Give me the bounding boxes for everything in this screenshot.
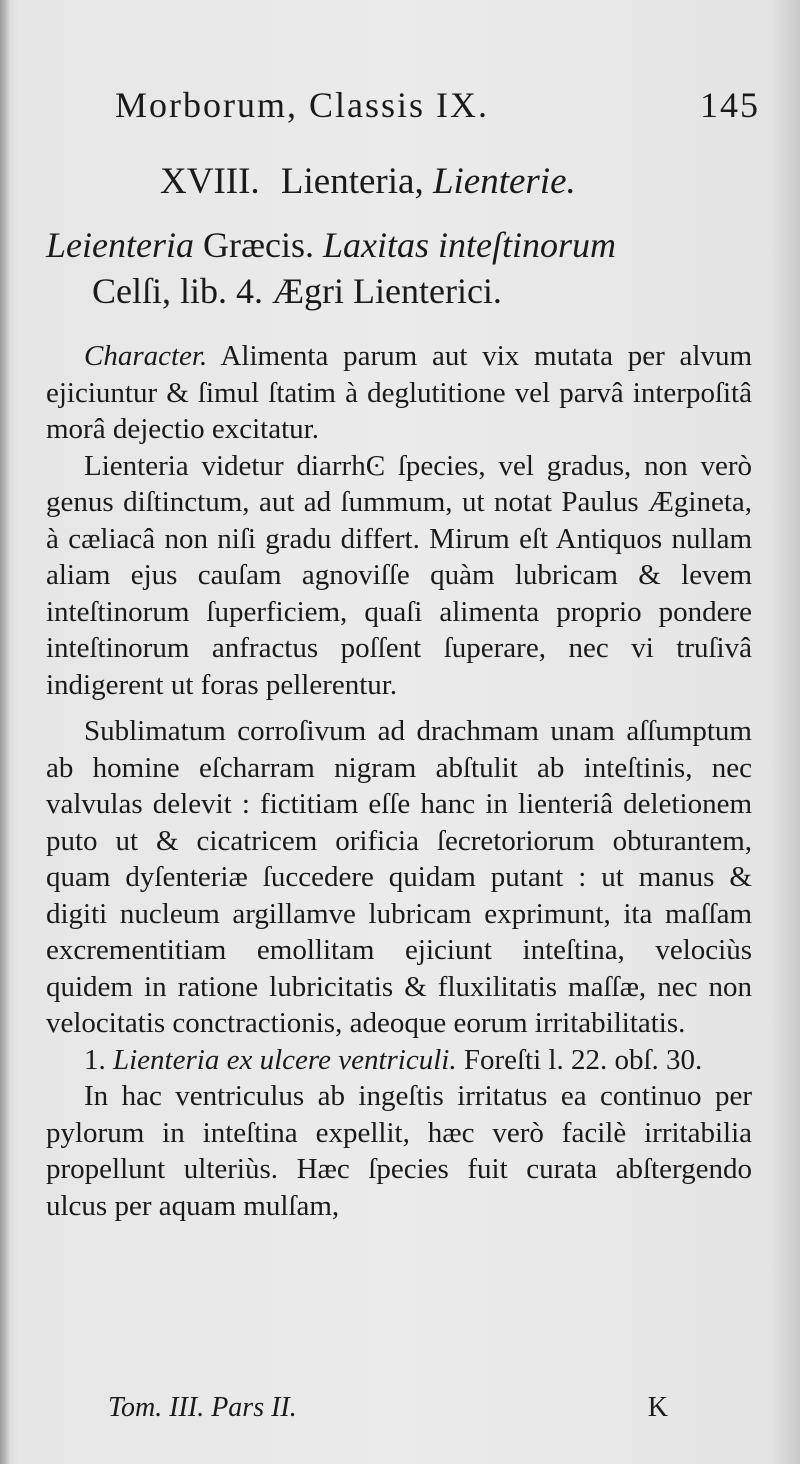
signature-mark: K <box>647 1392 668 1423</box>
entry-latin-name: Lienteria <box>280 161 415 202</box>
entry-french-name: Lienterie. <box>432 161 576 202</box>
page-number: 145 <box>700 85 760 125</box>
celsus-name: Laxitas inteſtinorum <box>322 225 616 265</box>
paragraph-3: In hac ventriculus ab ingeſtis irritatus ea continuo per pylorum in inteſtina expellit, hæc verò facilè irritabilia propellunt ulteriùs. Hæc ſpecies fuit curata abſtergendo ulcus per aquam mulſam, <box>46 1080 752 1222</box>
case-source: Foreſti l. 22. obſ. 30. <box>463 1043 703 1076</box>
greek-source: Græcis. <box>202 225 314 265</box>
character-paragraph <box>46 338 752 448</box>
page-footer <box>108 1392 668 1424</box>
running-head <box>115 84 760 128</box>
character-label: Character. <box>84 340 208 372</box>
patients-name: Ægri Lienterici. <box>272 271 502 311</box>
case-number: 1. <box>84 1043 106 1076</box>
character-text: Alimenta parum aut vix mutata per alvum ejiciuntur & ſimul ſtatim à deglutitione vel parvâ interpoſitâ morâ dejectio excitatur. <box>46 340 753 445</box>
synonyms-block <box>46 222 762 314</box>
running-head-title: Morborum, Classis IX. <box>115 85 489 125</box>
synonyms-line-2 <box>46 268 762 314</box>
paragraph-1: Lienteria videtur diarrhϾ ſpecies, vel gradus, non verò genus diſtinctum, aut ad ſummum, ut notat Paulus Ægineta, à cæliacâ non niſi gradu differt. Mirum eſt Antiquos nullam aliam ejus cauſam agnoviſſe quàm lubricam & levem inteſtinorum ſuperficiem, quaſi alimenta proprio pondere inteſtinorum anfractus poſſent ſuperare, nec vi truſivâ indigerent ut foras pellerentur. <box>46 449 752 701</box>
greek-name: Leienteria <box>46 225 194 265</box>
entry-number: XVIII. <box>160 161 260 202</box>
gutter-shadow <box>0 0 10 1464</box>
case-title: Lienteria ex ulcere ventriculi. <box>113 1043 457 1076</box>
case-heading <box>46 1042 752 1079</box>
synonyms-line-1 <box>46 222 762 268</box>
celsus-ref: Celſi, lib. 4. <box>92 271 263 311</box>
entry-heading: XVIII. Lienteria, Lienterie. <box>160 161 576 202</box>
paragraph-2: Sublimatum corroſivum ad drachmam unam aſſumptum ab homine eſcharram nigram abſtulit ab inteſtinis, nec valvulas delevit : fictitiam eſſe hanc in lienteriâ deletionem puto ut & cicatricem orificia ſecretoriorum obturantem, quam dyſenteriæ ſuccedere quidam putant : ut manus & digiti nucleum argillamve lubricam exprimunt, ita maſſam excrementitiam emollitam ejiciunt inteſtina, velociùs quidem in ratione lubricitatis & fluxilitatis maſſæ, nec non velocitatis conctractionis, adeoque eorum irritabilitatis. <box>46 715 752 1039</box>
volume-line: Tom. III. Pars II. <box>108 1392 297 1423</box>
body-text <box>46 338 752 1224</box>
